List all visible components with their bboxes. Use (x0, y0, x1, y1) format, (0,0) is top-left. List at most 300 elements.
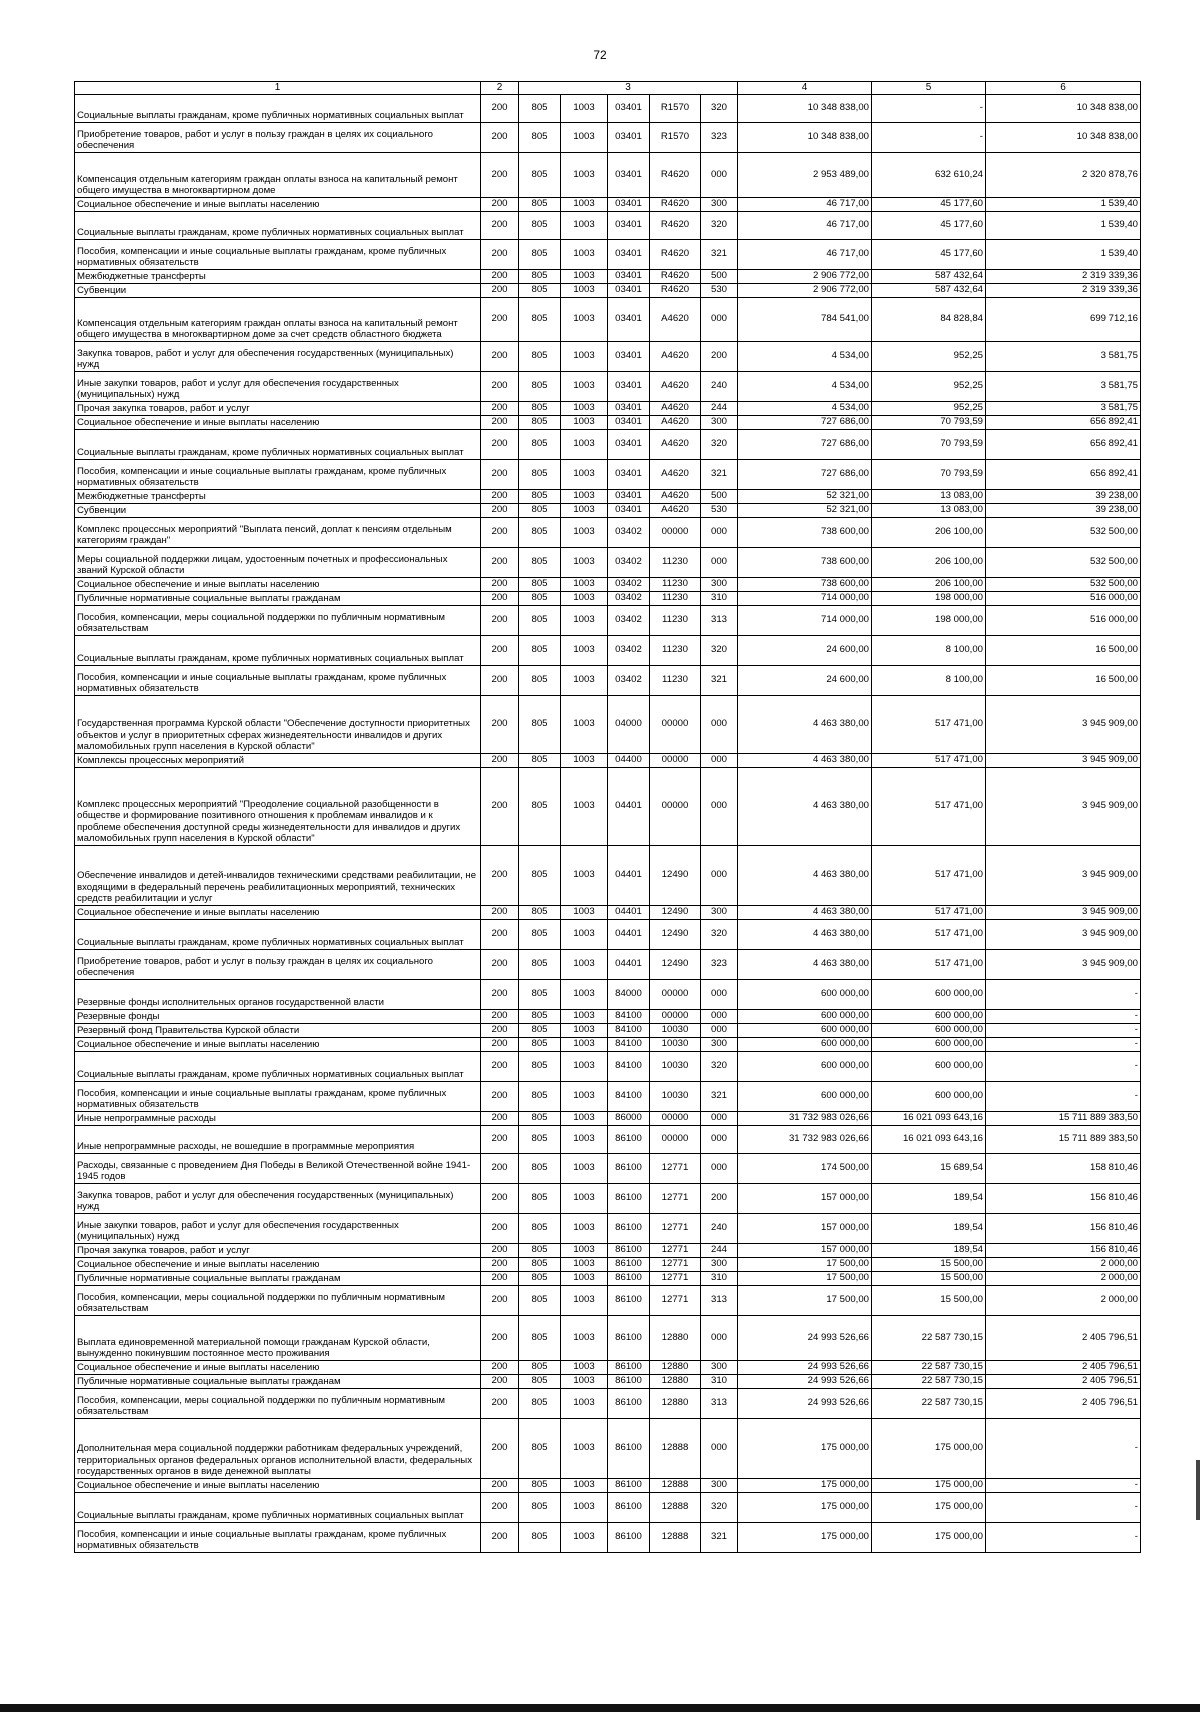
row-name: Публичные нормативные социальные выплаты гражданам (75, 591, 481, 605)
code-program: 86100 (608, 1285, 650, 1315)
amount-approved: 17 500,00 (738, 1271, 872, 1285)
code-admin: 200 (481, 94, 519, 122)
amount-remaining: 2 405 796,51 (986, 1388, 1141, 1418)
code-direction: 12490 (650, 905, 701, 919)
amount-approved: 175 000,00 (738, 1418, 872, 1478)
amount-executed: 45 177,60 (872, 197, 986, 211)
code-direction: R1570 (650, 122, 701, 152)
row-name: Субвенции (75, 503, 481, 517)
code-section: 805 (519, 1522, 561, 1552)
row-name: Резервный фонд Правительства Курской области (75, 1023, 481, 1037)
amount-remaining: - (986, 1023, 1141, 1037)
code-section: 805 (519, 1492, 561, 1522)
code-program: 84100 (608, 1051, 650, 1081)
code-admin: 200 (481, 1153, 519, 1183)
code-subsection: 1003 (561, 1360, 608, 1374)
code-subsection: 1003 (561, 767, 608, 845)
code-subsection: 1003 (561, 503, 608, 517)
code-section: 805 (519, 429, 561, 459)
code-program: 86100 (608, 1213, 650, 1243)
code-section: 805 (519, 753, 561, 767)
amount-remaining: 156 810,46 (986, 1243, 1141, 1257)
code-direction: 12880 (650, 1360, 701, 1374)
header-col-2: 2 (481, 82, 519, 95)
amount-executed: 517 471,00 (872, 919, 986, 949)
code-subsection: 1003 (561, 905, 608, 919)
row-name: Пособия, компенсации и иные социальные выплаты гражданам, кроме публичных нормативных обязательств (75, 1081, 481, 1111)
amount-approved: 157 000,00 (738, 1183, 872, 1213)
table-row (75, 949, 1141, 979)
table-row (75, 1360, 1141, 1374)
table-row (75, 1522, 1141, 1552)
row-name: Обеспечение инвалидов и детей-инвалидов техническими средствами реабилитации, не входящими в федеральный перечень реабилитационных мероприятий, технических средств реабилитации и услуг (75, 845, 481, 905)
table-row (75, 591, 1141, 605)
code-program: 03401 (608, 94, 650, 122)
table-row (75, 239, 1141, 269)
amount-remaining: 2 320 878,76 (986, 152, 1141, 197)
code-program: 03401 (608, 211, 650, 239)
code-section: 805 (519, 919, 561, 949)
amount-approved: 17 500,00 (738, 1285, 872, 1315)
row-name: Социальное обеспечение и иные выплаты населению (75, 1478, 481, 1492)
code-direction: A4620 (650, 297, 701, 341)
code-program: 84100 (608, 1081, 650, 1111)
amount-executed: 632 610,24 (872, 152, 986, 197)
amount-remaining: 1 539,40 (986, 211, 1141, 239)
amount-executed: 22 587 730,15 (872, 1360, 986, 1374)
code-admin: 200 (481, 1111, 519, 1125)
code-admin: 200 (481, 1271, 519, 1285)
code-program: 86100 (608, 1183, 650, 1213)
amount-executed: 600 000,00 (872, 1023, 986, 1037)
table-row (75, 1153, 1141, 1183)
amount-remaining: 2 000,00 (986, 1285, 1141, 1315)
code-section: 805 (519, 1315, 561, 1360)
table-row (75, 122, 1141, 152)
code-direction: A4620 (650, 503, 701, 517)
row-name: Пособия, компенсации и иные социальные выплаты гражданам, кроме публичных нормативных обязательств (75, 1522, 481, 1552)
amount-executed: 15 500,00 (872, 1257, 986, 1271)
code-program: 03401 (608, 341, 650, 371)
table-row (75, 767, 1141, 845)
code-program: 03402 (608, 591, 650, 605)
amount-approved: 600 000,00 (738, 1009, 872, 1023)
amount-executed: 22 587 730,15 (872, 1374, 986, 1388)
code-section: 805 (519, 695, 561, 753)
table-row (75, 1315, 1141, 1360)
amount-executed: 206 100,00 (872, 577, 986, 591)
code-section: 805 (519, 1023, 561, 1037)
amount-executed: 206 100,00 (872, 517, 986, 547)
amount-remaining: 2 405 796,51 (986, 1374, 1141, 1388)
table-row (75, 283, 1141, 297)
code-program: 04401 (608, 767, 650, 845)
code-section: 805 (519, 1125, 561, 1153)
table-row (75, 1243, 1141, 1257)
code-subsection: 1003 (561, 1125, 608, 1153)
code-expense-type: 320 (701, 1492, 738, 1522)
code-program: 86100 (608, 1271, 650, 1285)
row-name: Комплекс процессных мероприятий "Выплата пенсий, доплат к пенсиям отдельным категориям граждан" (75, 517, 481, 547)
row-name: Социальное обеспечение и иные выплаты населению (75, 1037, 481, 1051)
code-subsection: 1003 (561, 1037, 608, 1051)
code-expense-type: 244 (701, 1243, 738, 1257)
amount-approved: 738 600,00 (738, 517, 872, 547)
code-direction: R4620 (650, 197, 701, 211)
code-admin: 200 (481, 1037, 519, 1051)
code-admin: 200 (481, 547, 519, 577)
code-subsection: 1003 (561, 489, 608, 503)
amount-approved: 24 993 526,66 (738, 1374, 872, 1388)
row-name: Расходы, связанные с проведением Дня Победы в Великой Отечественной войне 1941-1945 годов (75, 1153, 481, 1183)
code-expense-type: 310 (701, 591, 738, 605)
table-row (75, 152, 1141, 197)
code-admin: 200 (481, 665, 519, 695)
code-subsection: 1003 (561, 459, 608, 489)
row-name: Пособия, компенсации, меры социальной поддержки по публичным нормативным обязательствам (75, 1285, 481, 1315)
table-row (75, 197, 1141, 211)
code-expense-type: 320 (701, 1051, 738, 1081)
code-expense-type: 300 (701, 1478, 738, 1492)
code-program: 84100 (608, 1023, 650, 1037)
table-row (75, 1023, 1141, 1037)
code-direction: 11230 (650, 577, 701, 591)
amount-remaining: 16 500,00 (986, 635, 1141, 665)
code-subsection: 1003 (561, 695, 608, 753)
amount-remaining: 158 810,46 (986, 1153, 1141, 1183)
row-name: Социальные выплаты гражданам, кроме публичных нормативных социальных выплат (75, 635, 481, 665)
amount-remaining: 156 810,46 (986, 1183, 1141, 1213)
table-row (75, 401, 1141, 415)
amount-remaining: 16 500,00 (986, 665, 1141, 695)
amount-remaining: 656 892,41 (986, 429, 1141, 459)
table-row (75, 1037, 1141, 1051)
amount-executed: 15 500,00 (872, 1271, 986, 1285)
code-expense-type: 320 (701, 919, 738, 949)
code-expense-type: 244 (701, 401, 738, 415)
row-name: Социальное обеспечение и иные выплаты населению (75, 1257, 481, 1271)
row-name: Закупка товаров, работ и услуг для обеспечения государственных (муниципальных) нужд (75, 1183, 481, 1213)
table-row (75, 635, 1141, 665)
code-program: 86100 (608, 1257, 650, 1271)
code-direction: 00000 (650, 979, 701, 1009)
code-section: 805 (519, 1243, 561, 1257)
code-program: 03401 (608, 415, 650, 429)
code-admin: 200 (481, 489, 519, 503)
code-expense-type: 320 (701, 94, 738, 122)
row-name: Иные закупки товаров, работ и услуг для обеспечения государственных (муниципальных) нужд (75, 371, 481, 401)
table-row (75, 94, 1141, 122)
code-admin: 200 (481, 1360, 519, 1374)
code-direction: 12490 (650, 845, 701, 905)
code-section: 805 (519, 905, 561, 919)
row-name: Компенсация отдельным категориям граждан оплаты взноса на капитальный ремонт общего имущества в многоквартирном доме (75, 152, 481, 197)
code-subsection: 1003 (561, 415, 608, 429)
amount-executed: 952,25 (872, 401, 986, 415)
table-row (75, 905, 1141, 919)
code-admin: 200 (481, 591, 519, 605)
code-direction: 00000 (650, 1125, 701, 1153)
code-admin: 200 (481, 605, 519, 635)
code-admin: 200 (481, 1051, 519, 1081)
amount-approved: 714 000,00 (738, 591, 872, 605)
code-subsection: 1003 (561, 401, 608, 415)
code-admin: 200 (481, 949, 519, 979)
code-subsection: 1003 (561, 122, 608, 152)
code-program: 03401 (608, 197, 650, 211)
code-admin: 200 (481, 979, 519, 1009)
amount-remaining: 3 581,75 (986, 401, 1141, 415)
code-section: 805 (519, 1111, 561, 1125)
code-admin: 200 (481, 753, 519, 767)
code-section: 805 (519, 1478, 561, 1492)
row-name: Меры социальной поддержки лицам, удостоенным почетных и профессиональных званий Курской области (75, 547, 481, 577)
code-expense-type: 310 (701, 1271, 738, 1285)
code-direction: 00000 (650, 695, 701, 753)
amount-approved: 4 534,00 (738, 341, 872, 371)
row-name: Социальное обеспечение и иные выплаты населению (75, 905, 481, 919)
scan-right-edge-mark (1196, 1460, 1200, 1520)
code-section: 805 (519, 459, 561, 489)
table-row (75, 1009, 1141, 1023)
amount-executed: 15 689,54 (872, 1153, 986, 1183)
code-admin: 200 (481, 635, 519, 665)
code-admin: 200 (481, 1023, 519, 1037)
code-direction: 00000 (650, 753, 701, 767)
table-row (75, 415, 1141, 429)
code-program: 84100 (608, 1037, 650, 1051)
code-section: 805 (519, 489, 561, 503)
amount-remaining: 3 945 909,00 (986, 767, 1141, 845)
amount-remaining: 1 539,40 (986, 197, 1141, 211)
code-section: 805 (519, 1051, 561, 1081)
code-direction: 10030 (650, 1051, 701, 1081)
code-direction: 10030 (650, 1081, 701, 1111)
page-number: 72 (593, 48, 607, 62)
amount-remaining: 3 945 909,00 (986, 949, 1141, 979)
row-name: Социальные выплаты гражданам, кроме публичных нормативных социальных выплат (75, 1051, 481, 1081)
row-name: Публичные нормативные социальные выплаты гражданам (75, 1271, 481, 1285)
code-subsection: 1003 (561, 197, 608, 211)
code-section: 805 (519, 401, 561, 415)
amount-remaining: - (986, 1051, 1141, 1081)
table-row (75, 547, 1141, 577)
code-admin: 200 (481, 767, 519, 845)
code-direction: 11230 (650, 591, 701, 605)
code-program: 04401 (608, 905, 650, 919)
code-section: 805 (519, 591, 561, 605)
code-program: 86000 (608, 1111, 650, 1125)
code-direction: 12888 (650, 1478, 701, 1492)
amount-remaining: 3 945 909,00 (986, 845, 1141, 905)
code-admin: 200 (481, 1418, 519, 1478)
code-subsection: 1003 (561, 1388, 608, 1418)
amount-remaining: - (986, 1418, 1141, 1478)
code-expense-type: 323 (701, 949, 738, 979)
code-expense-type: 300 (701, 577, 738, 591)
amount-executed: 600 000,00 (872, 1051, 986, 1081)
amount-executed: 517 471,00 (872, 845, 986, 905)
amount-remaining: - (986, 979, 1141, 1009)
amount-executed: 600 000,00 (872, 979, 986, 1009)
amount-approved: 46 717,00 (738, 211, 872, 239)
code-expense-type: 313 (701, 1285, 738, 1315)
code-expense-type: 240 (701, 371, 738, 401)
code-section: 805 (519, 1271, 561, 1285)
code-subsection: 1003 (561, 949, 608, 979)
code-subsection: 1003 (561, 1111, 608, 1125)
code-program: 84000 (608, 979, 650, 1009)
row-name: Социальные выплаты гражданам, кроме публичных нормативных социальных выплат (75, 1492, 481, 1522)
code-program: 86100 (608, 1243, 650, 1257)
code-direction: 12880 (650, 1315, 701, 1360)
amount-executed: 45 177,60 (872, 239, 986, 269)
code-expense-type: 500 (701, 489, 738, 503)
code-direction: 10030 (650, 1037, 701, 1051)
table-row (75, 371, 1141, 401)
code-section: 805 (519, 1257, 561, 1271)
code-section: 805 (519, 665, 561, 695)
code-section: 805 (519, 949, 561, 979)
row-name: Компенсация отдельным категориям граждан оплаты взноса на капитальный ремонт общего имущества в многоквартирном доме за счет средств областного бюджета (75, 297, 481, 341)
row-name: Закупка товаров, работ и услуг для обеспечения государственных (муниципальных) нужд (75, 341, 481, 371)
code-admin: 200 (481, 1009, 519, 1023)
code-subsection: 1003 (561, 239, 608, 269)
amount-remaining: 516 000,00 (986, 605, 1141, 635)
amount-remaining: 3 945 909,00 (986, 695, 1141, 753)
row-name: Субвенции (75, 283, 481, 297)
amount-remaining: 2 000,00 (986, 1257, 1141, 1271)
code-section: 805 (519, 503, 561, 517)
code-direction: 12490 (650, 949, 701, 979)
amount-remaining: 2 000,00 (986, 1271, 1141, 1285)
code-expense-type: 000 (701, 695, 738, 753)
code-admin: 200 (481, 1492, 519, 1522)
row-name: Межбюджетные трансферты (75, 489, 481, 503)
code-admin: 200 (481, 429, 519, 459)
code-admin: 200 (481, 211, 519, 239)
code-admin: 200 (481, 845, 519, 905)
code-admin: 200 (481, 517, 519, 547)
amount-executed: - (872, 122, 986, 152)
table-row (75, 503, 1141, 517)
amount-approved: 52 321,00 (738, 503, 872, 517)
amount-approved: 4 463 380,00 (738, 695, 872, 753)
code-expense-type: 321 (701, 1081, 738, 1111)
code-direction: A4620 (650, 429, 701, 459)
row-name: Социальные выплаты гражданам, кроме публичных нормативных социальных выплат (75, 211, 481, 239)
amount-remaining: 532 500,00 (986, 577, 1141, 591)
code-admin: 200 (481, 1522, 519, 1552)
code-program: 86100 (608, 1360, 650, 1374)
amount-approved: 157 000,00 (738, 1213, 872, 1243)
amount-approved: 2 953 489,00 (738, 152, 872, 197)
code-admin: 200 (481, 341, 519, 371)
amount-approved: 24 993 526,66 (738, 1315, 872, 1360)
code-subsection: 1003 (561, 1271, 608, 1285)
code-direction: 00000 (650, 767, 701, 845)
table-row (75, 1418, 1141, 1478)
amount-remaining: 156 810,46 (986, 1213, 1141, 1243)
row-name: Социальные выплаты гражданам, кроме публичных нормативных социальных выплат (75, 94, 481, 122)
code-direction: 11230 (650, 547, 701, 577)
code-program: 04000 (608, 695, 650, 753)
code-expense-type: 000 (701, 767, 738, 845)
row-name: Социальное обеспечение и иные выплаты населению (75, 415, 481, 429)
code-subsection: 1003 (561, 1492, 608, 1522)
code-direction: 00000 (650, 1009, 701, 1023)
code-admin: 200 (481, 1285, 519, 1315)
amount-approved: 600 000,00 (738, 979, 872, 1009)
amount-approved: 4 463 380,00 (738, 905, 872, 919)
code-program: 86100 (608, 1315, 650, 1360)
row-name: Пособия, компенсации, меры социальной поддержки по публичным нормативным обязательствам (75, 605, 481, 635)
code-expense-type: 240 (701, 1213, 738, 1243)
table-row (75, 695, 1141, 753)
code-direction: 12771 (650, 1213, 701, 1243)
row-name: Пособия, компенсации, меры социальной поддержки по публичным нормативным обязательствам (75, 1388, 481, 1418)
code-subsection: 1003 (561, 269, 608, 283)
amount-approved: 600 000,00 (738, 1051, 872, 1081)
code-expense-type: 321 (701, 459, 738, 489)
code-expense-type: 321 (701, 665, 738, 695)
amount-executed: 175 000,00 (872, 1492, 986, 1522)
amount-remaining: 10 348 838,00 (986, 122, 1141, 152)
code-expense-type: 000 (701, 547, 738, 577)
code-admin: 200 (481, 695, 519, 753)
amount-approved: 714 000,00 (738, 605, 872, 635)
amount-approved: 175 000,00 (738, 1522, 872, 1552)
row-name: Социальное обеспечение и иные выплаты населению (75, 577, 481, 591)
code-subsection: 1003 (561, 979, 608, 1009)
amount-executed: 8 100,00 (872, 635, 986, 665)
code-program: 03401 (608, 503, 650, 517)
code-subsection: 1003 (561, 591, 608, 605)
table-row (75, 845, 1141, 905)
code-section: 805 (519, 635, 561, 665)
code-direction: 12880 (650, 1374, 701, 1388)
amount-executed: 22 587 730,15 (872, 1388, 986, 1418)
amount-executed: - (872, 94, 986, 122)
amount-executed: 587 432,64 (872, 269, 986, 283)
code-subsection: 1003 (561, 845, 608, 905)
row-name: Комплекс процессных мероприятий "Преодоление социальной разобщенности в обществе и формирование позитивного отношения к проблемам инвалидов и к проблеме обеспечения доступной среды жизнедеятельности для инвалидов и других маломобильных групп населения в Курской области" (75, 767, 481, 845)
code-direction: 00000 (650, 1111, 701, 1125)
row-name: Приобретение товаров, работ и услуг в пользу граждан в целях их социального обеспечения (75, 949, 481, 979)
amount-approved: 31 732 983 026,66 (738, 1125, 872, 1153)
code-expense-type: 313 (701, 1388, 738, 1418)
code-expense-type: 500 (701, 269, 738, 283)
amount-remaining: 2 405 796,51 (986, 1315, 1141, 1360)
code-subsection: 1003 (561, 1009, 608, 1023)
table-body (75, 94, 1141, 1552)
amount-remaining: 39 238,00 (986, 503, 1141, 517)
code-admin: 200 (481, 152, 519, 197)
code-direction: 12771 (650, 1271, 701, 1285)
amount-executed: 517 471,00 (872, 949, 986, 979)
amount-approved: 46 717,00 (738, 239, 872, 269)
amount-approved: 2 906 772,00 (738, 269, 872, 283)
code-subsection: 1003 (561, 665, 608, 695)
code-expense-type: 320 (701, 211, 738, 239)
code-expense-type: 000 (701, 753, 738, 767)
code-section: 805 (519, 297, 561, 341)
code-program: 03401 (608, 122, 650, 152)
code-section: 805 (519, 1418, 561, 1478)
code-direction: A4620 (650, 459, 701, 489)
row-name: Прочая закупка товаров, работ и услуг (75, 1243, 481, 1257)
amount-remaining: 2 405 796,51 (986, 1360, 1141, 1374)
